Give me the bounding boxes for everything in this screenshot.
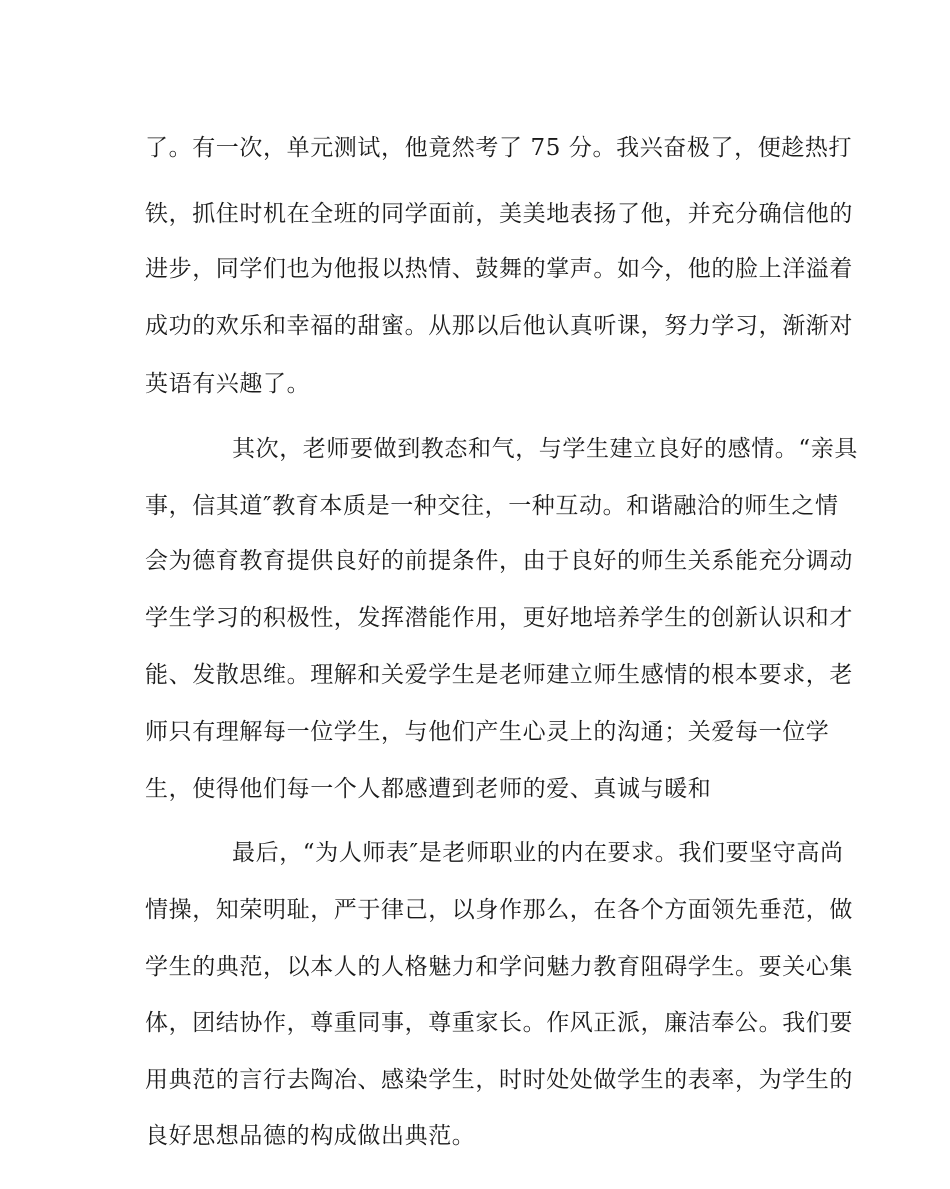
paragraph-1-line-4: 成功的欢乐和幸福的甜蜜。从那以后他认真听课，努力学习，渐渐对 [145,313,853,339]
paragraph-3-line-1: 最后，“为人师表″是老师职业的内在要求。我们要坚守高尚 [232,840,844,866]
paragraph-1-line-3: 进步，同学们也为他报以热情、鼓舞的掌声。如今，他的脸上洋溢着 [145,256,853,282]
paragraph-2-line-4: 学生学习的积极性，发挥潜能作用，更好地培养学生的创新认识和才 [145,605,853,631]
paragraph-2-line-6: 师只有理解每一位学生，与他们产生心灵上的沟通；关爱每一位学 [145,719,830,745]
paragraph-3-line-2: 情操，知荣明耻，严于律己，以身作那么，在各个方面领先垂范，做 [145,897,853,923]
paragraph-1-line-2: 铁，抓住时机在全班的同学面前，美美地表扬了他，并充分确信他的 [145,201,853,227]
paragraph-2-line-3: 会为德育教育提供良好的前提条件，由于良好的师生关系能充分调动 [145,548,853,574]
paragraph-2-line-1: 其次，老师要做到教态和气，与学生建立良好的感情。“亲具 [232,436,858,462]
paragraph-2-line-5: 能、发散思维。理解和关爱学生是老师建立师生感情的根本要求，老 [145,662,853,688]
paragraph-1-line-1: 了。有一次，单元测试，他竟然考了 75 分。我兴奋极了，便趁热打 [145,135,853,161]
paragraph-1-line-5: 英语有兴趣了。 [145,371,311,397]
paragraph-2-line-7: 生，使得他们每一个人都感遭到老师的爱、真诚与暖和 [145,776,712,802]
paragraph-3-line-5: 用典范的言行去陶冶、感染学生，时时处处做学生的表率，为学生的 [145,1067,853,1093]
paragraph-3-line-4: 体，团结协作，尊重同事，尊重家长。作风正派，廉洁奉公。我们要 [145,1010,853,1036]
paragraph-3-line-3: 学生的典范，以本人的人格魅力和学问魅力教育阻碍学生。要关心集 [145,954,853,980]
paragraph-3-line-6: 良好思想品德的构成做出典范。 [145,1123,476,1149]
paragraph-2-line-2: 事，信其道″教育本质是一种交往，一种互动。和谐融洽的师生之情 [145,493,839,519]
